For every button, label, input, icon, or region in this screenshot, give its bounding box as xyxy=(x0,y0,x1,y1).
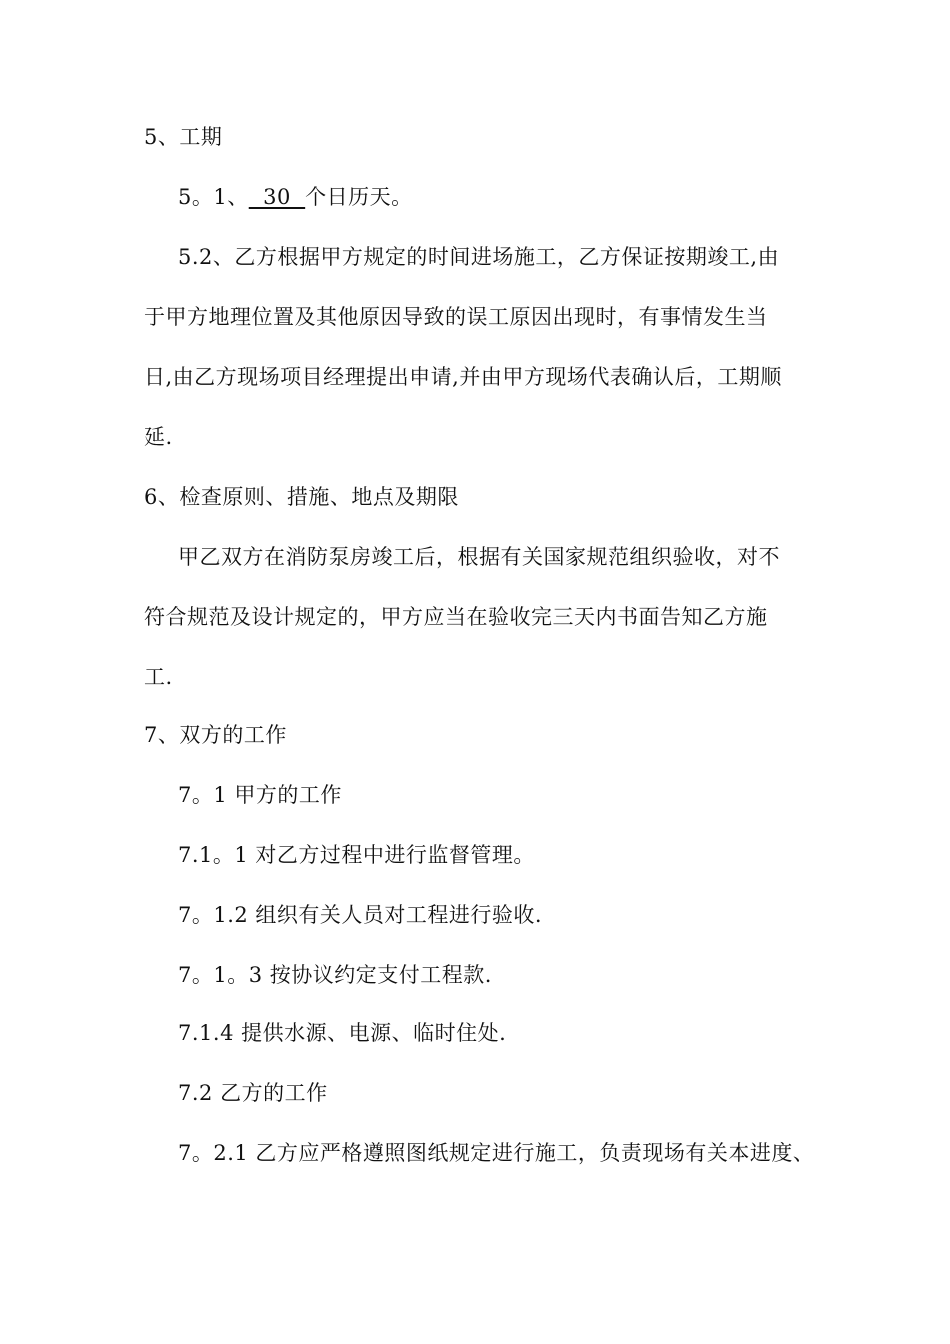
duration-days-value: 30 xyxy=(248,185,306,209)
clause-7-2-heading: 7.2 乙方的工作 xyxy=(178,1081,328,1105)
clause-5-2-line-1: 5.2、乙方根据甲方规定的时间进场施工，乙方保证按期竣工,由 xyxy=(178,245,780,269)
section-6-line-3: 工. xyxy=(144,665,173,689)
section-6-line-1: 甲乙双方在消防泵房竣工后，根据有关国家规范组织验收，对不 xyxy=(178,545,780,569)
section-7-heading: 7、双方的工作 xyxy=(144,723,287,747)
clause-7-1-4: 7.1.4 提供水源、电源、临时住处. xyxy=(178,1021,507,1045)
clause-7-1-3: 7。1。3 按协议约定支付工程款. xyxy=(178,963,492,987)
clause-7-1-heading: 7。1 甲方的工作 xyxy=(178,783,342,807)
clause-7-1-2: 7。1.2 组织有关人员对工程进行验收. xyxy=(178,903,543,927)
clause-5-2-line-4: 延. xyxy=(144,425,173,449)
clause-5-1 xyxy=(178,182,413,212)
clause-7-2-1: 7。2.1 乙方应严格遵照图纸规定进行施工，负责现场有关本进度、 xyxy=(178,1141,815,1165)
section-5-heading: 5、工期 xyxy=(144,125,223,149)
clause-5-1-prefix: 5。1、 xyxy=(178,185,249,209)
clause-5-2-line-2: 于甲方地理位置及其他原因导致的误工原因出现时，有事情发生当 xyxy=(144,305,768,329)
section-6-line-2: 符合规范及设计规定的，甲方应当在验收完三天内书面告知乙方施 xyxy=(144,605,768,629)
clause-7-1-1: 7.1。1 对乙方过程中进行监督管理。 xyxy=(178,843,535,867)
clause-5-1-suffix: 个日历天。 xyxy=(305,185,413,209)
clause-5-2-line-3: 日,由乙方现场项目经理提出申请,并由甲方现场代表确认后，工期顺 xyxy=(144,365,782,389)
section-6-heading: 6、检查原则、措施、地点及期限 xyxy=(144,485,459,509)
